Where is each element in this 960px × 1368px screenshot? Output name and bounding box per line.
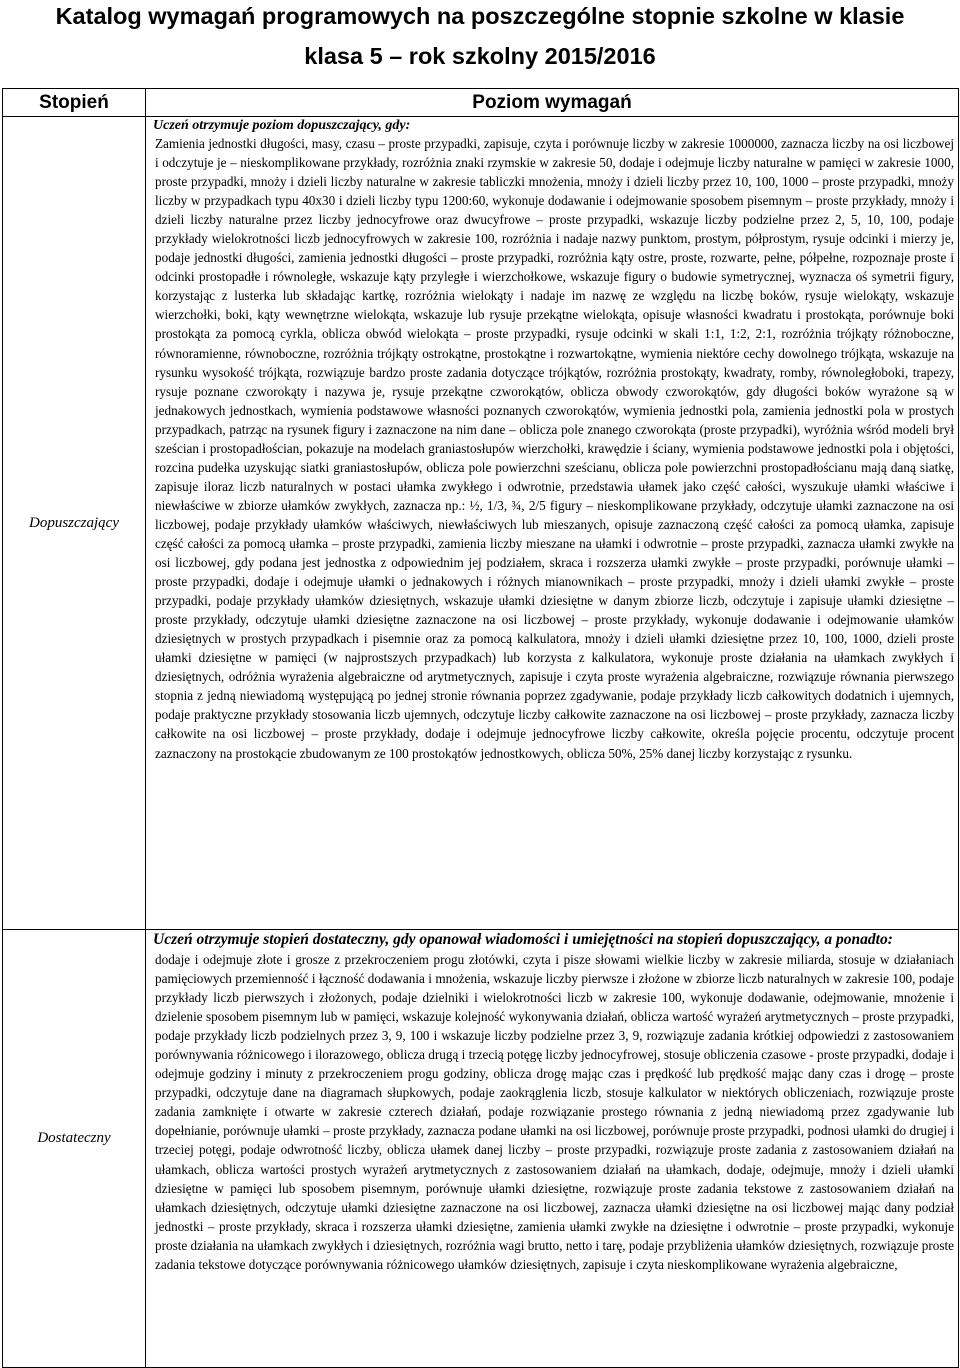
requirements-text: dodaje i odejmuje złote i grosze z przekroczeniem progu złotówki, czyta i pisze słowami wielkie liczby w zakresie miliarda, stosuje w działaniach pamięciowych przemienność i łączność dodawania i mnożenia, wskazuje liczby pierwsze i złożone w zbiorze liczb naturalnych w zakresie 100, podaje przykłady liczb pierwszych i złożonych, podaje dzielniki i wielokrotności liczb w zakresie 100, wykonuje dodawanie, odejmowanie, mnożenie i dzielenie sposobem pisemnym lub w pamięci, wskazuje kolejność wykonywania działań, oblicza wartość wyrażeń arytmetycznych – proste przypadki, podaje przykłady liczb podzielnych przez 3, 9, 100 i wskazuje liczby podzielne przez 3, 9, rozwiązuje zadania krótkiej odpowiedzi z zastosowaniem porównywania różnicowego i ilorazowego, oblicza drugą i trzecią potęgę liczby jednocyfrowej, stosuje obliczenia czasowe - proste przypadki, dodaje i odejmuje godziny i minuty z przekroczeniem progu godziny, oblicza drogę mając czas i prędkość lub prędkość mając dany czas i drogę – proste przypadki, odczytuje dane na diagramach słupkowych, podaje zaokrąglenia liczb, stosuje kalkulator w niektórych obliczeniach, rozwiązuje proste zadania zamknięte i otwarte w zakresie czterech działań, podaje rozwiązanie prostego równania z jedną niewiadomą przez zgadywanie lub dopełnianie, porównuje ułamki – proste przykłady, zaznacza podane ułamki na osi liczbowej, porównuje proste przypadki, podnosi ułamki do drugiej i trzeciej potęgi, podaje odwrotność liczby, oblicza ułamek danej liczby – proste przypadki, rozwiązuje proste zadania z zastosowaniem działań na ułamkach, oblicza wartości prostych wyrażeń arytmetycznych z zastosowaniem działań na ułamkach, dodaje, odejmuje, mnoży i dzieli ułamki dziesiętne w pamięci lub sposobem pisemnym, porównuje ułamki dziesiętne, rozwiązuje proste zadania tekstowe z zastosowaniem działań na ułamkach dziesiętnych, odczytuje ułamki dziesiętne zaznaczone na osi liczbowej, zaznacza ułamki dziesiętne na osi liczbowej mając dany podział jednostki – proste przykłady, skraca i rozszerza ułamki dziesiętne, zamienia ułamki zwykłe na dziesiętne i odwrotnie – proste przypadki, wykonuje proste działania na ułamkach zwykłych i dziesiętnych, rozróżnia wagi brutto, netto i tarę, podaje przybliżenia ułamków dziesiętnych, rozwiązuje proste zadania tekstowe dotyczące porównywania różnicowego ułamków dziesiętnych, zapisuje i czyta nieskomplikowane wyrażenia algebraiczne,: [155, 952, 955, 1272]
column-header-stopien: Stopień: [3, 89, 146, 117]
requirements-cell-dostateczny: [146, 930, 959, 1368]
grade-label-dostateczny: Dostateczny: [3, 930, 146, 1368]
requirements-cell-dopuszczajacy: [146, 117, 959, 930]
requirements-intro: Uczeń otrzymuje stopień dostateczny, gdy opanował wiadomości i umiejętności na stopień dopuszczający, a ponadto:: [153, 931, 893, 948]
requirements-intro: Uczeń otrzymuje poziom dopuszczający, gdy:: [153, 118, 411, 133]
document-title: Katalog wymagań programowych na poszczególne stopnie szkolne w klasie: [55, 3, 905, 29]
column-header-poziom: Poziom wymagań: [146, 89, 959, 117]
requirements-text: Zamienia jednostki długości, masy, czasu – proste przypadki, zapisuje, czyta i porównuje liczby w zakresie 1000000, zaznacza liczby na osi liczbowej i odczytuje je – nieskomplikowane przykłady, rozróżnia znaki rzymskie w zakresie 50, dodaje i odejmuje liczby naturalne w pamięci w zakresie 1000, proste przypadki, mnoży i dzieli liczby naturalne w zakresie tabliczki mnożenia, mnoży i dzieli liczby przez 10, 100, 1000 – proste przypadki, mnoży liczby w przypadkach typu 40x30 i dzieli liczby typu 1200:60, wykonuje dodawanie i odejmowanie sposobem pisemnym – proste przykłady, mnoży i dzieli liczby naturalne przez liczby jednocyfrowe oraz dwucyfrowe – proste przypadki, wskazuje liczby podzielne przez 2, 5, 10, 100, podaje przykłady wielokrotności liczb jednocyfrowych w zakresie 100, rozróżnia i nadaje nazwy punktom, prostym, półprostym, rysuje odcinki i mierzy je, podaje jednostki długości, zamienia jednostki długości – proste przypadki, rozróżnia kąty ostre, proste, rozwarte, pełne, półpełne, rozpoznaje proste i odcinki prostopadłe i równoległe, wskazuje kąty przyległe i wierzchołkowe, wskazuje figury o budowie symetrycznej, wyznacza oś symetrii figury, korzystając z lusterka lub składając kartkę, rozróżnia wielokąty i nadaje im nazwę ze względu na liczbę boków, rysuje wielokąty, wskazuje wierzchołki, boki, kąty wewnętrzne wielokąta, wskazuje lub rysuje przekątne wielokąta, opisuje własności kwadratu i prostokąta, porównuje boki prostokąta za pomocą cyrkla, oblicza obwód wielokąta – proste przypadki, rysuje odcinki w skali 1:1, 1:2, 2:1, rozróżnia trójkąty różnoboczne, równoramienne, równoboczne, rozróżnia trójkąty ostrokątne, prostokątne i rozwartokątne, wymienia niektóre cechy dowolnego trójkąta, wskazuje na rysunku wysokość trójkąta, rozwiązuje bardzo proste zadania dotyczące trójkątów, rozróżnia prostokąty, kwadraty, romby, równoległoboki, trapezy, rysuje poznane czworokąty i nazywa je, rysuje przekątne czworokątów, oblicza obwody czworokątów, gdy długości boków wyrażone są w jednakowych jednostkach, wymienia podstawowe własności poznanych czworokątów, wymienia jednostki pola, zamienia jednostki pola w prostych przypadkach, patrząc na rysunek figury i zaznaczone na nim dane – oblicza pole znanego czworokąta (proste przypadki), wyróżnia wśród modeli brył sześcian i prostopadłościan, pokazuje na modelach graniastosłupów wierzchołki, krawędzie i ściany, wymienia podstawowe jednostki pola i objętości, rozcina pudełka uzyskując siatki graniastosłupów, oblicza pole powierzchni sześcianu, oblicza pole powierzchni prostopadłościanu mają daną siatkę, zapisuje iloraz liczb naturalnych w postaci ułamka zwykłego i odwrotnie, przedstawia ułamek jako część całości, wyszukuje ułamki właściwe i niewłaściwe w zbiorze ułamków zwykłych, zaznacza np.: ½, 1/3, ¾, 2/5 figury – nieskomplikowane przykłady, odczytuje ułamki zaznaczone na osi liczbowej, podaje przykłady ułamków właściwych, niewłaściwych lub mieszanych, opisuje zaznaczoną część całości za pomocą ułamka, zapisuje część całości za pomocą ułamka – proste przypadki, zamienia liczby mieszane na ułamki i odwrotnie – proste przypadki, zaznacza ułamki zwykłe na osi liczbowej, gdy podana jest jednostka z odpowiednim jej podziałem, skraca i rozszerza ułamki zwykłe – proste przypadki, porównuje ułamki – proste przypadki, dodaje i odejmuje ułamki o jednakowych i różnych mianownikach – proste przypadki, mnoży i dzieli ułamki zwykłe – proste przypadki, podaje przykłady ułamków dziesiętnych, wskazuje ułamki dziesiętne w danym zbiorze liczb, odczytuje i zapisuje ułamki dziesiętne – proste przykłady, odczytuje ułamki dziesiętne zaznaczone na osi liczbowej – proste przykłady, wykonuje dodawanie i odejmowanie ułamków dziesiętnych w prostych przypadkach i pisemnie oraz za pomocą kalkulatora, mnoży i dzieli ułamki dziesiętne przez 10, 100, 1000, dzieli proste ułamki dziesiętne w pamięci (w najprostszych przypadkach) lub korzysta z kalkulatora, wykonuje proste działania na ułamkach zwykłych i dziesiętnych, odróżnia wyrażenia algebraiczne od arytmetycznych, zapisuje i czyta proste wyrażenia algebraiczne, rozwiązuje równania pierwszego stopnia z jedną niewiadomą występującą po jednej stronie równania poprzez zgadywanie, podaje przykłady liczb całkowitych dodatnich i ujemnych, podaje praktyczne przykłady stosowania liczb ujemnych, odczytuje liczby całkowite zaznaczone na osi liczbowej – proste przykłady, zaznacza liczby całkowite na osi liczbowej – proste przykłady, dodaje i odejmuje jednocyfrowe liczby całkowite, określa pojęcie procentu, odczytuje procent zaznaczony na prostokącie zbudowanym ze 100 prostokątów jednostkowych, oblicza 50%, 25% danej liczby korzystając z rysunku.: [155, 136, 954, 761]
document-subtitle: klasa 5 – rok szkolny 2015/2016: [304, 43, 656, 69]
requirements-table: [2, 88, 959, 1368]
grade-label-dopuszczajacy: Dopuszczający: [3, 117, 146, 930]
